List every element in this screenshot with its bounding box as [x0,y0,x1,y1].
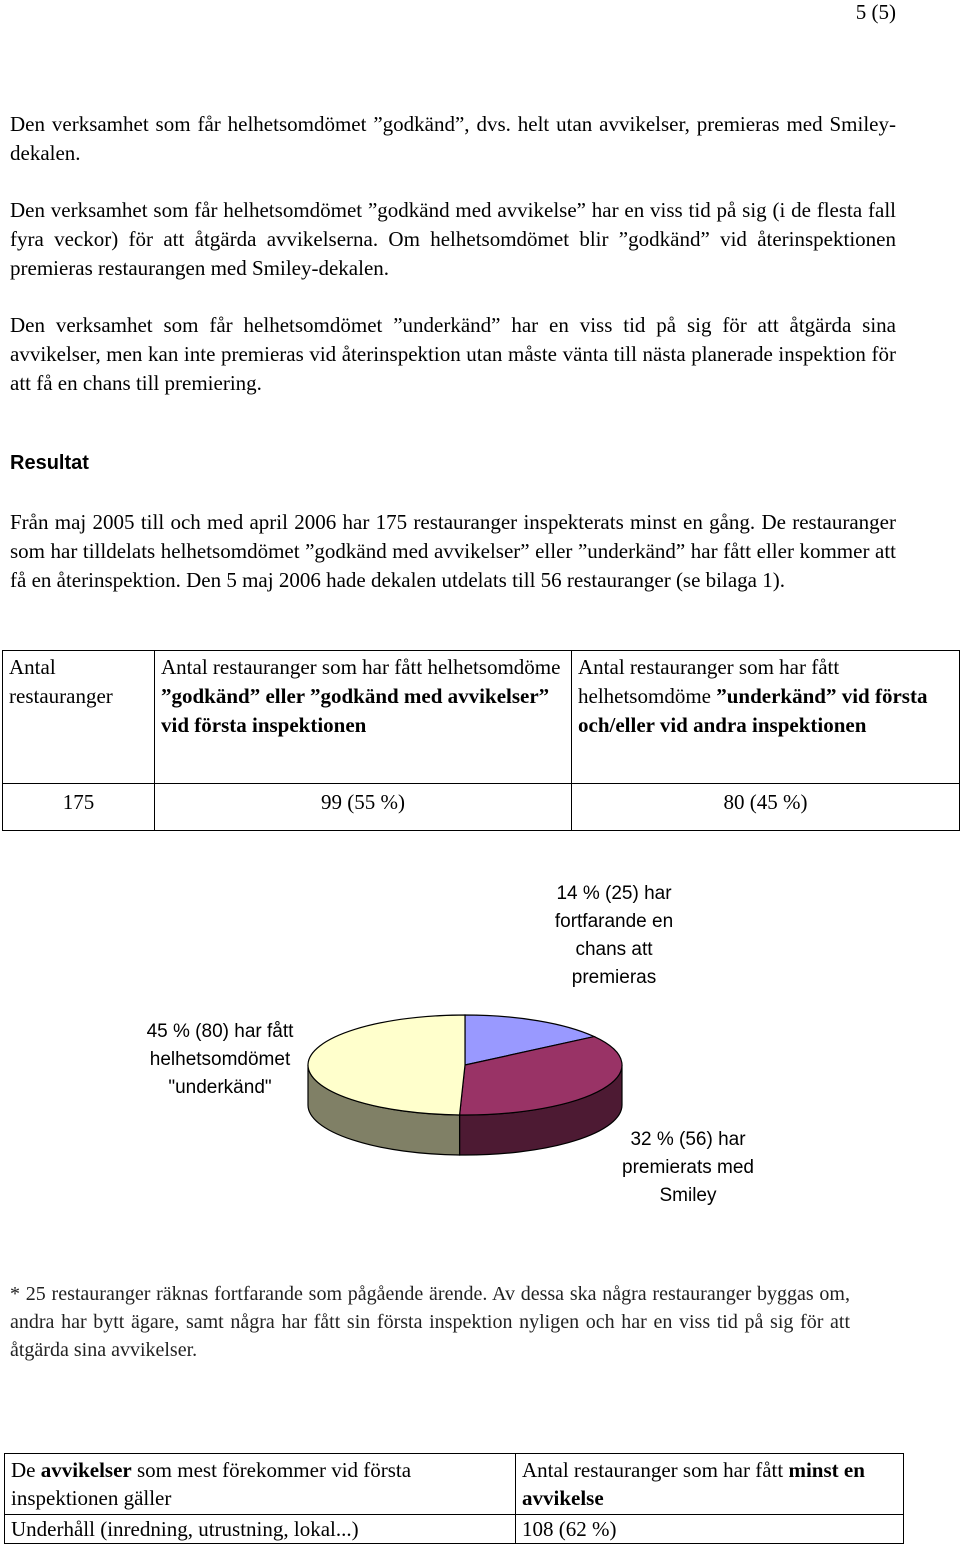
slice-label-underkand: 45 % (80) har fått helhetsomdömet "underkänd" [146,1021,294,1098]
header-underkand: Antal restauranger som har fått helhetsomdöme ”underkänd” vid första och/eller vid andra inspektionen [572,651,960,784]
header-godkand: Antal restauranger som har fått helhetsomdöme ”godkänd” eller ”godkänd med avvikelser” vid första inspektionen [155,651,572,784]
paragraph-underkand: Den verksamhet som får helhetsomdömet ”underkänd” har en viss tid på sig för att åtgärda sina avvikelser, men kan inte premieras vid återinspektion utan måste vänta till nästa planerade inspektion för att få en chans till premiering. [10,313,896,395]
deviation-header-type: De avvikelser som mest förekommer vid första inspektionen gäller [5,1454,516,1515]
slice-label-fortfarande: 14 % (25) har fortfarande en chans att premieras [554,883,674,988]
value-total: 175 [3,784,155,831]
page-number: 5 (5) [855,0,896,24]
pie-chart [0,860,960,1260]
section-body: Från maj 2005 till och med april 2006 har 175 restauranger inspekterats minst en gång. De restauranger som har tilldelats helhetsomdömet ”godkänd med avvikelser” eller ”underkänd” har fått eller kommer att få en återinspektion. Den 5 maj 2006 hade dekalen utdelats till 56 restauranger (se bilaga 1). [10,510,896,592]
results-table [2,650,960,831]
paragraph-godkand-med-avvikelse: Den verksamhet som får helhetsomdömet ”godkänd med avvikelse” har en viss tid på sig (i de flesta fall fyra veckor) för att åtgärda avvikelserna. Om helhetsomdömet blir ”godkänd” vid återinspektionen premieras restaurangen med Smiley-dekalen. [10,198,896,280]
value-godkand: 99 (55 %) [155,784,572,831]
header-antal: Antal restauranger [3,651,155,784]
deviation-row-count: 108 (62 %) [516,1515,904,1544]
deviation-header-count: Antal restauranger som har fått minst en avvikelse [516,1454,904,1515]
footnote: * 25 restauranger räknas fortfarande som pågående ärende. Av dessa ska några restauranger byggas om, andra har bytt ägare, samt några har fått sin första inspektion nyligen och har en viss tid på sig för att åtgärda sina avvikelser. [10,1283,850,1361]
value-underkand: 80 (45 %) [572,784,960,831]
section-heading: Resultat [10,452,89,474]
paragraph-godkand: Den verksamhet som får helhetsomdömet ”godkänd”, dvs. helt utan avvikelser, premieras med Smiley-dekalen. [10,112,896,165]
deviation-row-type: Underhåll (inredning, utrustning, lokal...) [5,1515,516,1544]
deviations-table [4,1453,904,1544]
slice-label-premierats: 32 % (56) har premierats med Smiley [622,1129,754,1206]
